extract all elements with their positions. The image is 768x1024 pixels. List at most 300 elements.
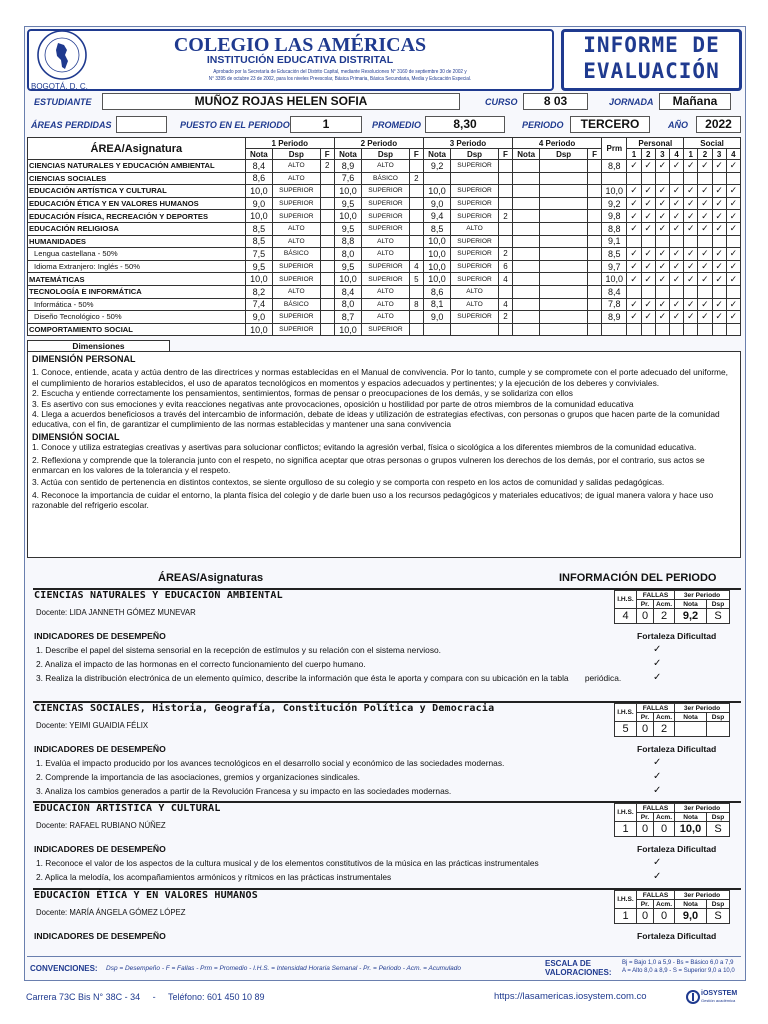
absences-header: FALLAS — [637, 591, 675, 600]
indicators-heading: INDICADORES DE DESEMPEÑO — [34, 931, 166, 941]
dimension-check — [655, 311, 669, 324]
check-icon: ✓ — [715, 261, 723, 272]
performance-value: ALTO — [451, 298, 499, 311]
absences-value — [498, 172, 512, 185]
performance-value: ALTO — [451, 222, 499, 235]
dimension-check — [669, 285, 683, 298]
check-icon: ✓ — [686, 185, 695, 196]
check-icon: ✓ — [672, 223, 681, 234]
period-4-grade — [513, 285, 540, 298]
check-icon: ✓ — [729, 248, 738, 259]
period-4-grade — [513, 210, 540, 223]
scale-label-2: VALORACIONES: — [545, 968, 612, 977]
period-3-header: 3 Periodo — [423, 138, 512, 149]
average-value: 10,0 — [602, 185, 627, 198]
dimension-check — [627, 197, 641, 210]
absences-value — [409, 235, 423, 248]
performance-value: ALTO — [362, 235, 410, 248]
scale-line-1: Bj = Bajo 1,0 a 5,9 - Bs = Básico 6,0 a 7,9 — [622, 960, 734, 966]
performance-value: ALTO — [362, 311, 410, 324]
period-4-absences — [587, 197, 601, 210]
check-icon: ✓ — [701, 248, 709, 259]
dimension-check — [669, 160, 683, 173]
dimension-check — [627, 210, 641, 223]
grade-value: 10,0 — [423, 248, 450, 261]
dimension-check — [726, 197, 740, 210]
grade-value: 8,5 — [245, 235, 272, 248]
check-icon: ✓ — [729, 261, 738, 272]
check-icon: ✓ — [658, 261, 667, 272]
social-item: 1. Conoce y utiliza estrategias creativas y asertivas para solucionar conflictos; evitando la agresión verbal, física o sicológica a los diferentes miembros de la comunidad educativa. — [32, 442, 697, 453]
grade-row — [28, 210, 741, 223]
dimensions-tab: Dimensiones — [27, 340, 170, 352]
check-icon: ✓ — [644, 261, 652, 272]
period-4-grade — [513, 298, 540, 311]
grade-value: 10,0 — [423, 273, 450, 286]
absences-value — [320, 185, 334, 198]
sub-header: Nota — [245, 149, 272, 160]
year-value: 2022 — [696, 116, 741, 133]
indicator-item: 2. Comprende la importancia de las asociaciones, gremios y organizaciones sindicales. — [36, 772, 360, 782]
average-value: 8,4 — [602, 285, 627, 298]
personal-item: 2. Escucha y entiende correctamente los pensamientos, sentimientos, formas de pensar o preocupaciones de los demás, y se solidariza con ellos — [32, 388, 573, 399]
dimension-check — [684, 273, 698, 286]
student-label: ESTUDIANTE — [34, 97, 92, 107]
grade-row — [28, 248, 741, 261]
absences-value: 6 — [498, 260, 512, 273]
dimension-check — [669, 248, 683, 261]
performance-value: SUPERIOR — [362, 210, 410, 223]
dimension-check — [712, 222, 726, 235]
absences-value: 2 — [320, 160, 334, 173]
check-icon: ✓ — [644, 248, 652, 259]
dimension-check — [627, 248, 641, 261]
check-icon: ✓ — [630, 311, 638, 322]
performance-value: SUPERIOR — [451, 311, 499, 324]
check-icon: ✓ — [630, 248, 638, 259]
period-4-absences — [587, 172, 601, 185]
check-icon: ✓ — [644, 198, 652, 209]
dimension-check — [641, 210, 655, 223]
dimension-check — [669, 185, 683, 198]
dimension-check — [655, 248, 669, 261]
strength-check-icon: ✓ — [653, 658, 662, 669]
grade-value: 8,2 — [245, 285, 272, 298]
check-icon: ✓ — [729, 273, 738, 284]
dimension-check — [655, 323, 669, 336]
period-1-header: 1 Periodo — [245, 138, 334, 149]
strength-difficulty-heading: Fortaleza Dificultad — [637, 931, 717, 941]
rank-value: 1 — [290, 116, 362, 133]
check-icon: ✓ — [729, 210, 738, 221]
performance-value: SUPERIOR — [273, 323, 321, 336]
period-4-grade — [513, 222, 540, 235]
check-icon: ✓ — [630, 210, 638, 221]
accumulated-absences: 0 — [654, 822, 675, 837]
section-grade — [675, 722, 707, 737]
sub-header: F — [409, 149, 423, 160]
website-link[interactable]: https://lasamericas.iosystem.com.co — [494, 991, 647, 1002]
grade-value: 8,4 — [334, 285, 361, 298]
dimension-check — [655, 260, 669, 273]
dimension-check — [712, 298, 726, 311]
dimension-check — [684, 172, 698, 185]
dimension-check — [698, 160, 712, 173]
grade-value: 10,0 — [423, 235, 450, 248]
period-4-absences — [587, 285, 601, 298]
period-4-performance — [540, 210, 588, 223]
indicator-item: 3. Realiza la distribución electrónica de un elemento químico, describe la información que ésta le aporta y compara con su ubicación en la tabla periódica. — [36, 673, 622, 683]
dimension-col-header: 1 — [684, 149, 698, 160]
social-dimension-title: DIMENSIÓN SOCIAL — [32, 431, 120, 442]
period-col: Pr. — [637, 813, 654, 822]
grade-value: 8,5 — [423, 222, 450, 235]
performance-value — [451, 172, 499, 185]
strength-check-icon: ✓ — [653, 871, 662, 882]
grade-value: 10,0 — [334, 273, 361, 286]
absences-value: 5 — [409, 273, 423, 286]
grade-row — [28, 197, 741, 210]
dimension-check — [641, 185, 655, 198]
dimension-check — [641, 235, 655, 248]
dimension-check — [655, 185, 669, 198]
dimension-check — [712, 323, 726, 336]
dimension-check — [698, 248, 712, 261]
check-icon: ✓ — [686, 298, 695, 309]
subject-name: COMPORTAMIENTO SOCIAL — [28, 323, 246, 336]
dimension-check — [698, 185, 712, 198]
teacher-line — [36, 821, 166, 830]
dimension-check — [627, 323, 641, 336]
average-value: 9,2 — [602, 197, 627, 210]
check-icon: ✓ — [715, 273, 723, 284]
check-icon: ✓ — [715, 223, 723, 234]
subject-name: HUMANIDADES — [28, 235, 246, 248]
absences-value: 2 — [498, 311, 512, 324]
period-absences: 0 — [637, 609, 654, 624]
absences-value: 2 — [498, 248, 512, 261]
performance-value: SUPERIOR — [273, 185, 321, 198]
grade-value: 8,4 — [245, 160, 272, 173]
dimension-check — [698, 260, 712, 273]
check-icon: ✓ — [644, 298, 652, 309]
school-name: COLEGIO LAS AMÉRICAS — [173, 34, 427, 56]
dimension-check — [684, 248, 698, 261]
section-grade: 9,0 — [675, 909, 707, 924]
personal-dimension-title: DIMENSIÓN PERSONAL — [32, 354, 136, 364]
average-value: 8,30 — [425, 116, 505, 133]
absences-value — [320, 311, 334, 324]
performance-value: SUPERIOR — [451, 185, 499, 198]
subject-name: TECNOLOGÍA E INFORMÁTICA — [28, 285, 246, 298]
grades-table — [27, 137, 741, 336]
dimension-col-header: 3 — [655, 149, 669, 160]
dimension-check — [684, 260, 698, 273]
check-icon: ✓ — [630, 160, 638, 171]
dimension-check — [698, 172, 712, 185]
period-4-grade — [513, 160, 540, 173]
grade-value: 9,4 — [423, 210, 450, 223]
section-grade: 10,0 — [675, 822, 707, 837]
performance-value: ALTO — [451, 285, 499, 298]
period-info-table — [614, 703, 730, 737]
absences-value — [320, 323, 334, 336]
grade-value: 10,0 — [334, 185, 361, 198]
grade-value: 8,9 — [334, 160, 361, 173]
ihs-header: I.H.S. — [615, 804, 637, 822]
performance-value: SUPERIOR — [362, 197, 410, 210]
check-icon: ✓ — [672, 311, 681, 322]
dimension-check — [669, 260, 683, 273]
accumulated-col: Acm. — [654, 813, 675, 822]
dimension-check — [726, 235, 740, 248]
dimension-check — [726, 285, 740, 298]
dimension-check — [684, 197, 698, 210]
subject-name: CIENCIAS NATURALES Y EDUCACIÓN AMBIENTAL — [28, 160, 246, 173]
third-period-header: 3er Periodo — [675, 704, 730, 713]
dimension-check — [684, 160, 698, 173]
conventions-label: CONVENCIONES: — [30, 964, 98, 973]
subject-name: EDUCACIÓN RELIGIOSA — [28, 222, 246, 235]
period-4-grade — [513, 185, 540, 198]
indicator-item: 1. Describe el papel del sistema sensorial en la recepción de estímulos y su relación con el sistema nervioso. — [36, 645, 441, 655]
check-icon: ✓ — [701, 223, 709, 234]
absences-value — [320, 273, 334, 286]
strength-difficulty-heading: Fortaleza Dificultad — [637, 744, 717, 754]
dimension-check — [712, 248, 726, 261]
personal-item: 4. Llega a acuerdos beneficiosos a través del intercambio de información, debate de ideas y utilización de estrategias efectivas, con personas o grupos que hacen parte de la comunidad educativa, con el fin, de garantizar el cumplimiento de las normas establecidas y mantener una sana convivencia — [32, 409, 720, 430]
indicators-heading: INDICADORES DE DESEMPEÑO — [34, 631, 166, 641]
absences-value: 8 — [409, 298, 423, 311]
check-icon: ✓ — [630, 273, 638, 284]
performance-value: ALTO — [362, 298, 410, 311]
section-performance — [707, 722, 730, 737]
check-icon: ✓ — [686, 273, 695, 284]
personal-header: Personal — [627, 138, 684, 149]
grade-row — [28, 172, 741, 185]
section-performance: S — [707, 822, 730, 837]
dimension-check — [712, 235, 726, 248]
dimension-check — [726, 248, 740, 261]
performance-value: SUPERIOR — [451, 197, 499, 210]
indicators-heading: INDICADORES DE DESEMPEÑO — [34, 844, 166, 854]
performance-value: ALTO — [362, 248, 410, 261]
performance-value: SUPERIOR — [273, 260, 321, 273]
grade-value: 7,4 — [245, 298, 272, 311]
shift-label: JORNADA — [609, 97, 654, 107]
brand-logo — [686, 988, 744, 1006]
social-item: 2. Reflexiona y comprende que la tolerancia junto con el respeto, no significa aceptar que otras personas o grupos vulneren los derechos de los demás, por el contrario, sus actos se enmarcan en los valores de la tolerancia y el respeto. — [32, 454, 705, 476]
dimension-col-header: 2 — [641, 149, 655, 160]
school-subtitle: INSTITUCIÓN EDUCATIVA DISTRITAL — [206, 54, 394, 66]
check-icon: ✓ — [701, 311, 709, 322]
strength-check-icon: ✓ — [653, 644, 662, 655]
dimension-check — [726, 172, 740, 185]
dimension-check — [684, 285, 698, 298]
absences-value — [498, 235, 512, 248]
lost-areas-value — [116, 116, 167, 133]
grade-value: 10,0 — [245, 185, 272, 198]
absences-header: FALLAS — [637, 891, 675, 900]
dimension-col-header: 1 — [627, 149, 641, 160]
period-absences: 0 — [637, 822, 654, 837]
grade-row — [28, 160, 741, 173]
check-icon: ✓ — [729, 160, 738, 171]
period-4-absences — [587, 210, 601, 223]
approval-line-2: N° 3395 de octubre 23 de 2002, para los niveles Preescolar, Básica Primaria, Básica Secundaria, Media y Educación Especial. — [208, 76, 472, 82]
grade-value: 9,0 — [423, 197, 450, 210]
dimensions-box — [27, 351, 741, 558]
subject-name: EDUCACIÓN ARTÍSTICA Y CULTURAL — [28, 185, 246, 198]
absences-value — [409, 197, 423, 210]
strength-check-icon: ✓ — [653, 857, 662, 868]
grade-col: Nota — [675, 713, 707, 722]
course-label: CURSO — [485, 97, 518, 107]
section-title: CIENCIAS NATURALES Y EDUCACIÓN AMBIENTAL — [34, 590, 283, 601]
performance-value: SUPERIOR — [273, 311, 321, 324]
third-period-header: 3er Periodo — [675, 891, 730, 900]
conventions-text: Dsp = Desempeño - F = Fallas - Prm = Promedio - I.H.S. = Intensidad Horaria Semanal - Pr. = Periodo - Acm. = Acumulado — [106, 965, 461, 972]
subject-name: Informática - 50% — [28, 298, 246, 311]
strength-check-icon: ✓ — [653, 757, 662, 768]
period-4-grade — [513, 197, 540, 210]
check-icon: ✓ — [686, 311, 695, 322]
ihs-value: 4 — [615, 609, 637, 624]
city-label: BOGOTÁ, D. C. — [31, 82, 88, 91]
absences-value — [409, 311, 423, 324]
dimension-check — [698, 197, 712, 210]
period-absences: 0 — [637, 909, 654, 924]
grade-row — [28, 298, 741, 311]
period-4-grade — [513, 172, 540, 185]
performance-col: Dsp — [707, 900, 730, 909]
personal-item: 1. Conoce, entiende, acata y actúa dentro de las directrices y normas establecidas en el Manual de convivencia. Por lo tanto, cumple y se compromete con el porte adecuado del uniforme, el cumplimiento de horarios establecidos, el uso de aparatos tecnológicos en momentos y espacios adecuados y pertinentes; y la ejecución de los deberes y conviviales. — [32, 367, 728, 388]
check-icon: ✓ — [644, 311, 652, 322]
indicator-item: 2. Analiza el impacto de las hormonas en el correcto funcionamiento del cuerpo humano. — [36, 659, 366, 669]
dimension-check — [712, 210, 726, 223]
check-icon: ✓ — [729, 223, 738, 234]
sub-header: F — [320, 149, 334, 160]
performance-value: SUPERIOR — [362, 185, 410, 198]
period-4-absences — [587, 222, 601, 235]
absences-value — [320, 248, 334, 261]
dimension-check — [684, 298, 698, 311]
grade-value: 10,0 — [245, 273, 272, 286]
teacher-name: RAFAEL RUBIANO NÚÑEZ — [69, 821, 166, 830]
dimension-check — [655, 210, 669, 223]
teacher-name: YEIMI GUAIDIA FÉLIX — [69, 721, 149, 730]
school-seal — [34, 29, 90, 81]
grade-value — [423, 323, 450, 336]
dimension-check — [641, 197, 655, 210]
dimension-check — [627, 311, 641, 324]
check-icon: ✓ — [658, 185, 667, 196]
check-icon: ✓ — [729, 185, 738, 196]
dimension-check — [655, 285, 669, 298]
check-icon: ✓ — [701, 198, 709, 209]
absences-value: 4 — [498, 273, 512, 286]
check-icon: ✓ — [686, 198, 695, 209]
indicator-item: 1. Reconoce el valor de los aspectos de la cultura musical y de los elementos constitutivos de la música en las prácticas instrumentales — [36, 858, 539, 868]
dimension-check — [627, 172, 641, 185]
brand-name: iOSYSTEM — [701, 990, 738, 997]
performance-value — [451, 323, 499, 336]
dimension-check — [726, 273, 740, 286]
absences-value — [409, 160, 423, 173]
dimension-check — [627, 222, 641, 235]
sub-header: Dsp — [451, 149, 499, 160]
absences-value — [320, 210, 334, 223]
social-header: Social — [684, 138, 741, 149]
performance-value: ALTO — [362, 160, 410, 173]
subject-name: MATEMÁTICAS — [28, 273, 246, 286]
average-value: 8,5 — [602, 248, 627, 261]
indicators-heading: INDICADORES DE DESEMPEÑO — [34, 744, 166, 754]
performance-value: SUPERIOR — [451, 210, 499, 223]
dimension-check — [641, 160, 655, 173]
grade-row — [28, 285, 741, 298]
check-icon: ✓ — [672, 185, 681, 196]
teacher-label: Docente: — [36, 608, 70, 617]
average-value — [602, 323, 627, 336]
teacher-line — [36, 908, 186, 917]
grade-value: 9,0 — [245, 311, 272, 324]
grade-col: Nota — [675, 900, 707, 909]
areas-heading: ÁREAS/Asignaturas — [158, 572, 264, 584]
dimension-check — [655, 197, 669, 210]
check-icon: ✓ — [729, 311, 738, 322]
period-col: Pr. — [637, 713, 654, 722]
dimension-check — [627, 235, 641, 248]
check-icon: ✓ — [658, 311, 667, 322]
section-grade: 9,2 — [675, 609, 707, 624]
absences-value — [409, 248, 423, 261]
seal-icon — [34, 29, 90, 81]
dimension-check — [698, 235, 712, 248]
dimension-check — [712, 285, 726, 298]
check-icon: ✓ — [644, 223, 652, 234]
period-4-header: 4 Periodo — [513, 138, 602, 149]
period-4-absences — [587, 185, 601, 198]
period-4-performance — [540, 311, 588, 324]
dimension-check — [669, 235, 683, 248]
area-header: ÁREA/Asignatura — [28, 138, 246, 160]
check-icon: ✓ — [686, 160, 695, 171]
year-label: AÑO — [668, 120, 688, 130]
dimension-check — [655, 235, 669, 248]
check-icon: ✓ — [686, 248, 695, 259]
lost-areas-label: ÁREAS PERDIDAS — [31, 120, 112, 130]
dimension-check — [684, 222, 698, 235]
absences-header: FALLAS — [637, 804, 675, 813]
report-title-1: INFORME DE — [583, 33, 720, 57]
third-period-header: 3er Periodo — [675, 591, 730, 600]
dimension-check — [641, 248, 655, 261]
dimension-check — [684, 210, 698, 223]
grade-value: 8,8 — [334, 235, 361, 248]
grade-value: 8,0 — [334, 298, 361, 311]
dimension-check — [669, 311, 683, 324]
scale-label-1: ESCALA DE — [545, 959, 591, 968]
dimension-check — [655, 222, 669, 235]
check-icon: ✓ — [630, 185, 638, 196]
absences-value: 2 — [409, 172, 423, 185]
dimension-check — [669, 298, 683, 311]
dimension-check — [627, 273, 641, 286]
indicator-item: 2. Aplica la melodía, los acompañamientos armónicos y rítmicos en las prácticas instrumentales — [36, 872, 392, 882]
check-icon: ✓ — [715, 198, 723, 209]
absences-value — [320, 298, 334, 311]
